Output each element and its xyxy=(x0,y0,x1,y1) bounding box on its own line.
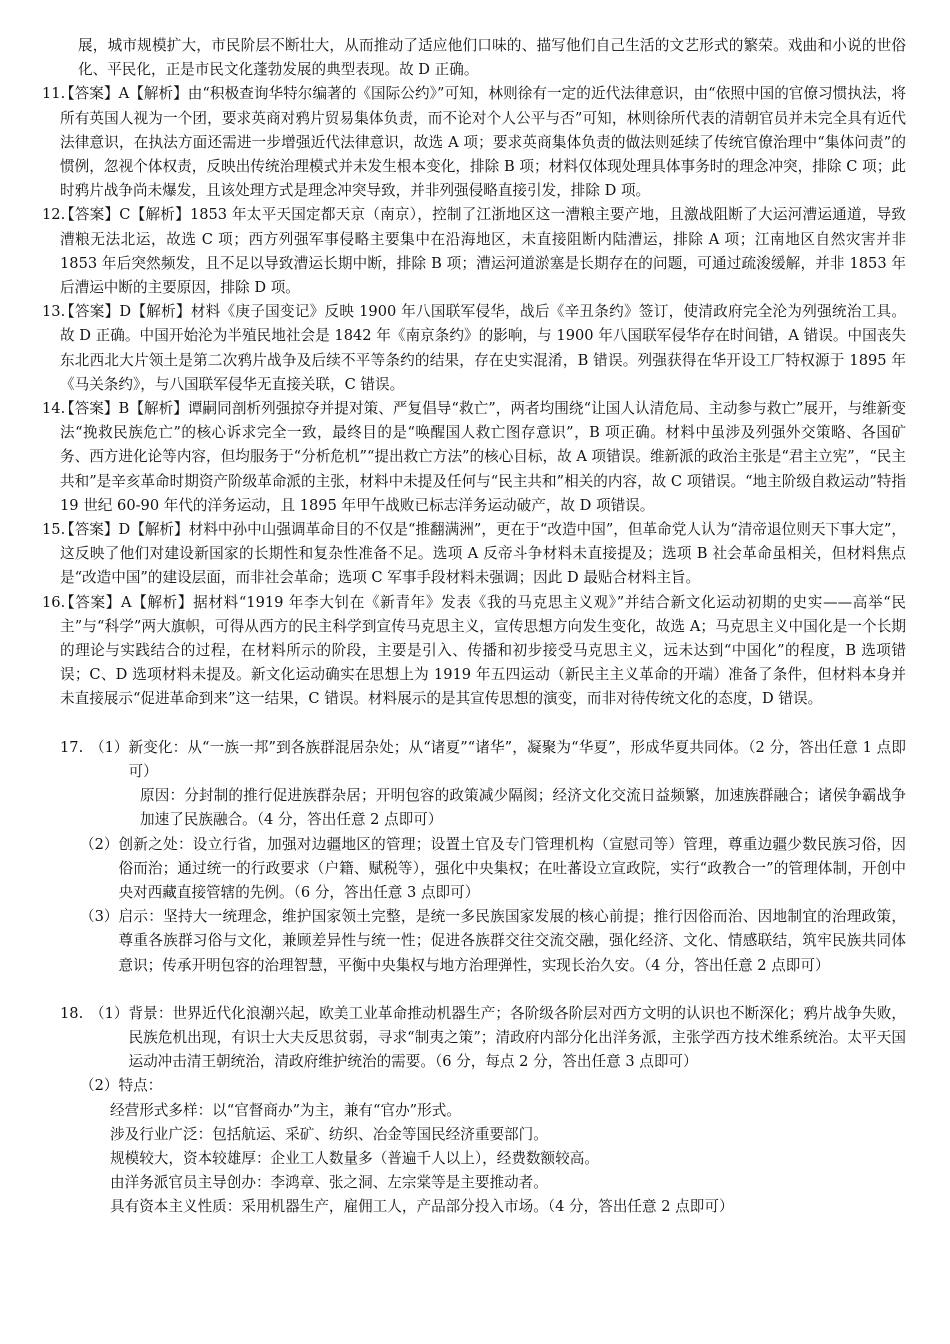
question-number: 15. xyxy=(42,521,66,539)
part-text: 创新之处：设立行省，加强对边疆地区的管理；设置土官及专门管理机构（宣慰司等）管理，尊重边疆少数民族习俗，因俗而治；通过统一的行政要求（户籍、赋税等），强化中央集权；在吐蕃设立宣政院，实行“政教合一”的管理体制，开创中央对西藏直接管辖的先例。（6 分，答出任意 3 点即可） xyxy=(118,835,906,901)
answer-item-16 xyxy=(42,591,906,712)
part-label: （3） xyxy=(80,908,119,926)
answer-label: 【答案】A【解析】 xyxy=(60,593,194,611)
question-17-answer xyxy=(60,736,906,978)
part-label: （2） xyxy=(80,835,119,853)
multiple-choice-answers xyxy=(42,82,907,711)
question-number: 14. xyxy=(42,400,66,418)
answer-explanation: 1853 年太平天国定都天京（南京），控制了江浙地区这一漕粮主要产地，且激战阻断了大运河漕运通道，导致漕粮无法北运，故选 C 项；西方列强军事侵略主要集中在沿海地区，未直接阻断内陆漕运，排除 A 项；江南地区自然灾害并非 1853 年后突然频发，且不足以导致漕运长期中断，排除 B 项；漕运河道淤塞是长期存在的问题，可通过疏浚缓解，并非 1853 年后漕运中断的主要原因，排除 D 项。 xyxy=(60,206,907,297)
answer-item-13 xyxy=(42,300,906,397)
q17-part-1 xyxy=(90,736,906,784)
answer-label: 【答案】D【解析】 xyxy=(60,521,189,539)
part-text: 启示：坚持大一统理念，维护国家领土完整，是统一多民族国家发展的核心前提；推行因俗而治、因地制宜的治理政策，尊重各族群习俗与文化，兼顾差异性与统一性；促进各族群交往交流交融，强化经济、文化、情感联结，筑牢民族共同体意识；传承开明包容的治理智慧，平衡中央集权与地方治理弹性，实现长治久安。（4 分，答出任意 2 点即可） xyxy=(118,908,906,974)
q18-part-2-list xyxy=(60,1099,906,1220)
question-18-answer xyxy=(60,1002,906,1220)
q18-part-2 xyxy=(60,1074,906,1098)
list-item: 规模较大，资本较雄厚：企业工人数量多（普遍千人以上），经费数额较高。 xyxy=(110,1149,599,1167)
q17-part-3 xyxy=(60,905,906,978)
intro-paragraph: 展，城市规模扩大，市民阶层不断壮大，从而推动了适应他们口味的、描写他们自己生活的文艺形式的繁荣。戏曲和小说的世俗化、平民化，正是市民文化蓬勃发展的典型表现。故 D 正确。 xyxy=(78,37,906,79)
answer-label: 【答案】C【解析】 xyxy=(60,206,190,224)
part-label: （2） xyxy=(80,1077,119,1095)
part-text: 背景：世界近代化浪潮兴起，欧美工业革命推动机器生产；各阶级各阶层对西方文明的认识也不断深化；鸦片战争失败，民族危机出现，有识士大夫反思贫弱，寻求“制夷之策”；清政府内部分化出洋务派，主张学西方技术维系统治。太平天国运动冲击清王朝统治，清政府维护统治的需要。（6 分，每点 2 分，答出任意 3 点即可） xyxy=(128,1004,906,1071)
question-number: 13. xyxy=(42,303,66,321)
q17-part-1-reason: 原因：分封制的推行促进族群杂居；开明包容的政策减少隔阂；经济文化交流日益频繁，加速族群融合；诸侯争霸战争加速了民族融合。（4 分，答出任意 2 点即可） xyxy=(140,787,906,829)
answer-item-15 xyxy=(42,518,906,591)
answer-label: 【答案】A【解析】 xyxy=(60,85,188,103)
answer-explanation: 据材料“1919 年李大钊在《新青年》发表《我的马克思主义观》”并结合新文化运动初期的史实——高举“民主”与“科学”两大旗帜，可得从西方的民主科学到宣传马克思主义，宣传思想方向发生变化，故选 A；马克思主义中国化是一个长期的理论与实践结合的过程，在材料所示的阶段，主要是引入、传播和初步接受马克思主义，远未达到“中国化”的程度，B 选项错误；C、D 选项材料未提及。新文化运动确实在思想上为 1919 年五四运动（新民主主义革命的开端）准备了条件，但材料本身并未直接展示“促进革命到来”这一结果，C 错误。材料展示的是其宣传思想的演变，而非对待传统文化的态度，D 错误。 xyxy=(60,593,906,708)
section-gap xyxy=(60,978,906,1002)
answer-item-11 xyxy=(42,82,906,203)
question-number: 12. xyxy=(42,206,66,224)
section-gap xyxy=(60,712,906,736)
answer-explanation: 材料中孙中山强调革命目的不仅是“推翻满洲”，更在于“改造中国”，但革命党人认为“清帝退位则天下事大定”，这反映了他们对建设新国家的长期性和复杂性准备不足。选项 A 反帝斗争材料未直接提及；选项 B 社会革命虽相关，但材料焦点是“改造中国”的建设层面，而非社会革命；选项 C 军事手段材料未强调；因此 D 最贴合材料主旨。 xyxy=(60,521,906,587)
part-label: （1） xyxy=(90,738,129,756)
answer-label: 【答案】B【解析】 xyxy=(60,400,188,418)
list-item: 涉及行业广泛：包括航运、采矿、纺织、冶金等国民经济重要部门。 xyxy=(110,1125,548,1143)
answer-explanation: 谭嗣同剖析列强掠夺并提对策、严复倡导“救亡”，两者均围绕“让国人认清危局、主动参与救亡”展开，与维新变法“挽救民族危亡”的核心诉求完全一致，最终目的是“唤醒国人救亡图存意识”，B 项正确。材料中虽涉及列强外交策略、各国矿务、西方进化论等内容，但均服务于“分析危机”“提出救亡方法”的核心目标，故 A 项错误。维新派的政治主张是“君主立宪”，“民主共和”是辛亥革命时期资产阶级革命派的主张，材料中未提及任何与“民主共和”相关的内容，故 C 项错误。“地主阶级自救运动”特指 19 世纪 60-90 年代的洋务运动，且 1895 年甲午战败已标志洋务运动破产，故 D 项错误。 xyxy=(60,400,906,514)
answer-item-12 xyxy=(42,203,907,300)
answer-label: 【答案】D【解析】 xyxy=(60,303,191,321)
question-number: 11. xyxy=(42,85,66,103)
part-label: （1） xyxy=(90,1004,129,1022)
list-item: 具有资本主义性质：采用机器生产，雇佣工人，产品部分投入市场。（4 分，答出任意 2 点即可） xyxy=(110,1198,734,1216)
list-item: 由洋务派官员主导创办：李鸿章、张之洞、左宗棠等是主要推动者。 xyxy=(110,1174,548,1192)
question-number: 16. xyxy=(42,593,66,611)
part-text: 新变化：从“一族一邦”到各族群混居杂处；从“诸夏”“诸华”，凝聚为“华夏”，形成华夏共同体。（2 分，答出任意 1 点即可） xyxy=(128,738,906,780)
q18-part-1 xyxy=(90,1002,906,1075)
answer-explanation: 材料《庚子国变记》反映 1900 年八国联军侵华，战后《辛丑条约》签订，使清政府完全沦为列强统治工具。故 D 正确。中国开始沦为半殖民地社会是 1842 年《南京条约》的影响，与 1900 年八国联军侵华存在时间错，A 错误。中国丧失东北西北大片领土是第二次鸦片战争及后续不平等条约的结果，存在史实混淆，B 错误。列强获得在华开设工厂特权源于 1895 年《马关条约》，与八国联军侵华无直接关联，C 错误。 xyxy=(60,303,906,393)
part-title: 特点： xyxy=(118,1077,163,1095)
q17-part-2 xyxy=(60,833,906,906)
answer-item-14 xyxy=(42,397,906,518)
question-number: 18. xyxy=(60,1004,84,1022)
question-number: 17. xyxy=(60,738,84,756)
answer-explanation: 由“积极查询华特尔编著的《国际公约》”可知，林则徐有一定的近代法律意识，由“依照中国的官僚习惯执法，将所有英国人视为一个团，要求英商对鸦片贸易集体负责，而不论对个人公平与否”可知，林则徐所代表的清朝官员并未完全具有近代法律意识，在执法方面还需进一步增强近代法律意识，故选 A 项；要求英商集体负责的做法则延续了传统官僚治理中“集体问责”的惯例，忽视个体权责，反映出传统治理模式并未发生根本变化，排除 B 项；材料仅体现处理具体事务时的理念冲突，排除 C 项；此时鸦片战争尚未爆发，且该处理方式是理念冲突导致，并非列强侵略直接引发，排除 D 项。 xyxy=(60,85,906,200)
list-item: 经营形式多样：以“官督商办”为主，兼有“官办”形式。 xyxy=(110,1101,461,1119)
